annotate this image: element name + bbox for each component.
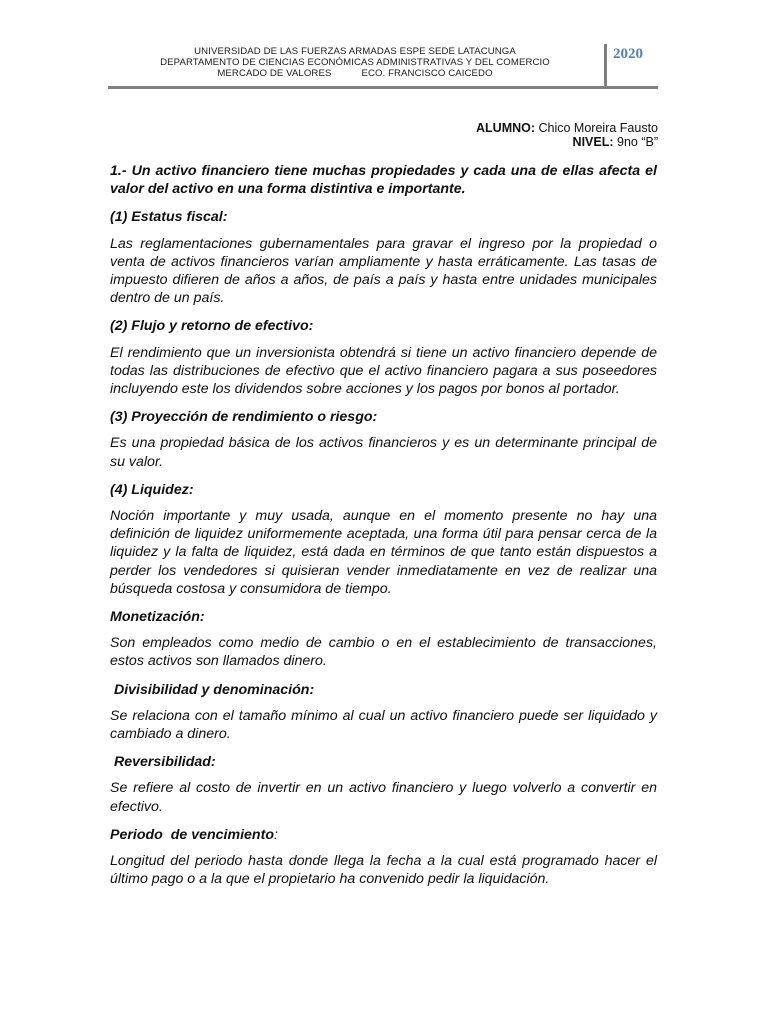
header-department: DEPARTAMENTO DE CIENCIAS ECONÓMICAS ADMINISTRATIVAS Y DEL COMERCIO [160,57,550,69]
header-course-line [108,68,602,79]
page-header [108,44,658,88]
header-horizontal-rule [108,86,658,89]
student-info [476,121,658,149]
header-vertical-divider [604,44,607,88]
header-text [108,46,602,80]
section-heading: Reversibilidad: [110,754,216,771]
header-course: MERCADO DE VALORES [217,68,332,80]
section-heading: Monetización: [110,609,205,626]
section-heading: (2) Flujo y retorno de efectivo: [110,318,314,335]
section-body: Las reglamentaciones gubernamentales para gravar el ingreso por la propiedad o venta de activos financieros varían ampliamente y hasta erráticamente. Las tasas de impuesto difieren de años a años, de país a país y hasta entre unidades municipales dentro de un país. [110,235,657,307]
section-body: Se refiere al costo de invertir en un activo financiero y luego volverlo a convertir en efectivo. [110,780,657,815]
student-level-label: NIVEL: [572,135,614,149]
header-teacher: ECO. FRANCISCO CAICEDO [361,68,493,80]
section-body: El rendimiento que un inversionista obtendrá si tiene un activo financiero depende de todas las distribuciones de efectivo que el activo financiero pagara a sus poseedores incluyendo este los dividendos sobre acciones y los pagos por bonos al portador. [110,344,657,398]
section-heading: Divisibilidad y denominación: [110,681,315,698]
student-level-value: 9no “B” [613,135,658,149]
section-heading: (1) Estatus fiscal: [110,209,228,226]
question-text: 1.- Un activo financiero tiene muchas propiedades y cada una de ellas afecta el valor del activo en una forma distintiva e importante. [110,163,657,198]
section-body: Noción importante y muy usada, aunque en el momento presente no hay una definición de liquidez uniformemente aceptada, una forma útil para pensar cerca de la liquidez y la falta de liquidez, está dada en términos de que tanto están dispuestos a perder los vendedores si quisieran vender inmediatamente en vez de realizar una búsqueda costosa y consumidora de tiempo. [110,508,657,597]
student-name-label: ALUMNO: [476,121,536,135]
section-body: Es una propiedad básica de los activos financieros y es un determinante principal de su valor. [110,435,657,470]
section-body: Son empleados como medio de cambio o en el establecimiento de transacciones, estos activos son llamados dinero. [110,635,657,670]
student-name-value: Chico Moreira Fausto [535,121,658,135]
section-heading: (3) Proyección de rendimiento o riesgo: [110,409,378,426]
section-heading-line [110,826,657,844]
header-year: 2020 [613,46,643,62]
section-body: Se relaciona con el tamaño mínimo al cual un activo financiero puede ser liquidado y cambiado a dinero. [110,707,657,743]
header-university: UNIVERSIDAD DE LAS FUERZAS ARMADAS ESPE SEDE LATACUNGA [194,46,516,57]
section-heading-suffix: : [273,826,278,843]
section-heading: Periodo de vencimiento [110,826,274,843]
student-level-line [476,135,658,149]
section-heading: (4) Liquidez: [110,481,194,498]
student-name-line [476,121,658,135]
section-body: Longitud del periodo hasta donde llega la fecha a la cual está programado hacer el último pago o a la que el propietario ha convenido pedir la liquidación. [110,853,657,888]
document-body [110,162,657,899]
